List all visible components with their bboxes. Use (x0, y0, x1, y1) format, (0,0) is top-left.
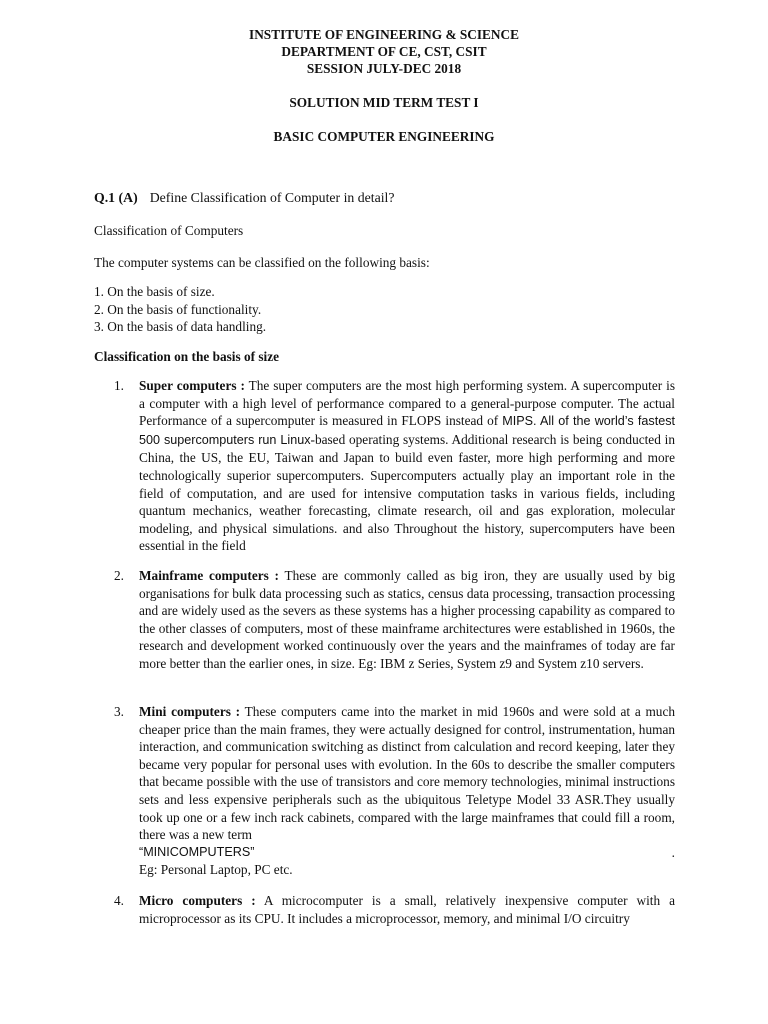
list-item-text: -based operating systems. Additional research is being conducted in China, the US, the EU, Taiwan and Japan to build even faster, more high performing and more technologically superior supercomputers. Supercomputers actually play an important role in the field of computation, and are used for intensive computation tasks in various fields, including quantum mechanics, weather forecasting, climate research, oil and gas exploration, molecular modeling, and physical simulations. and also Throughout the history, supercomputers have been essential in the field (139, 431, 675, 554)
list-item-term: Mini computers : (139, 704, 241, 719)
basis-item: 2. On the basis of functionality. (94, 301, 262, 317)
list-item-text: These are commonly called as big iron, they are usually used by big organisations for bulk data processing such as statics, census data processing, transaction processing and are widely used as the severs as these systems has a higher processing capability as compared to the other classes of computers, most of these mainframe architectures were established in 1960s, the research and development worked continuously over the years and the mainframes of today are far more better than the earlier ones, in size. Eg: IBM z Series, System z9 and System z10 servers. (139, 568, 675, 671)
test-title: SOLUTION MID TERM TEST I (289, 95, 479, 110)
basis-item: 3. On the basis of data handling. (94, 319, 267, 334)
list-item-example: Eg: Personal Laptop, PC etc. (139, 862, 293, 878)
basis-list (94, 283, 266, 336)
intro-heading: Classification of Computers (94, 223, 244, 238)
list-number: 1. (114, 378, 124, 393)
minicomputers-line (139, 844, 675, 862)
list-item-term: Micro computers : (139, 893, 256, 908)
session-label: SESSION JULY-DEC 2018 (306, 61, 462, 76)
list-item-text: These computers came into the market in mid 1960s and were sold at a much cheaper price than the main frames, they were actually designed for control, instrumentation, human interaction, and communication switching as distinct from calculation and record keeping, later they became very popular for personal uses with evolution. In the 60s to describe the smaller computers that became possible with the use of transistors and core memory technologies, minimal instructions sets and less expensive peripherals such as the ubiquitous Teletype Model 33 ASR.They usually took up one or a few inch rack cabinets, compared with the large mainframes that could fill a room, there was a new term (139, 704, 675, 843)
list-number: 2. (114, 568, 124, 583)
list-item-text: A microcomputer is a small, relatively inexpensive computer with a microprocessor as its CPU. It includes a microprocessor, memory, and minimal I/O circuitry (139, 893, 676, 926)
basis-item: 1. On the basis of size. (94, 284, 215, 299)
list-item-body (139, 567, 675, 673)
minicomputers-term: “MINICOMPUTERS” (139, 844, 255, 859)
list-item-mainframe-computers (114, 567, 675, 673)
list-number: 4. (114, 893, 124, 908)
list-item-mini-computers (114, 703, 675, 879)
institute-name: INSTITUTE OF ENGINEERING & SCIENCE (249, 27, 519, 42)
list-number: 3. (114, 704, 124, 719)
question-label: Q.1 (A) (94, 190, 138, 205)
intro-lead: The computer systems can be classified on the following basis: (94, 255, 430, 270)
list-item-term: Super computers : (139, 378, 245, 393)
section-title: Classification on the basis of size (94, 349, 280, 364)
list-item-term: Mainframe computers : (139, 568, 279, 583)
list-item-body (139, 703, 675, 879)
list-item-body (139, 377, 675, 555)
question-text: Define Classification of Computer in detail? (149, 190, 395, 205)
line-period: . (671, 844, 675, 860)
list-item-micro-computers (114, 892, 675, 927)
list-item-body (139, 892, 675, 927)
subject-title: BASIC COMPUTER ENGINEERING (273, 129, 495, 144)
list-item-text: The super computers are the most high performing system. A supercomputer is a computer with a high level of performance compared to a general-purpose computer. The actual Performance of a supercomputer is measured in FLOPS instead of (139, 378, 675, 429)
document-header (0, 26, 768, 145)
list-item-text-sans: MIPS. All of the world’s fastest 500 supercomputers run Linux (139, 414, 675, 447)
list-item-super-computers (114, 377, 675, 555)
question-line (94, 189, 395, 207)
department-name: DEPARTMENT OF CE, CST, CSIT (281, 44, 487, 59)
